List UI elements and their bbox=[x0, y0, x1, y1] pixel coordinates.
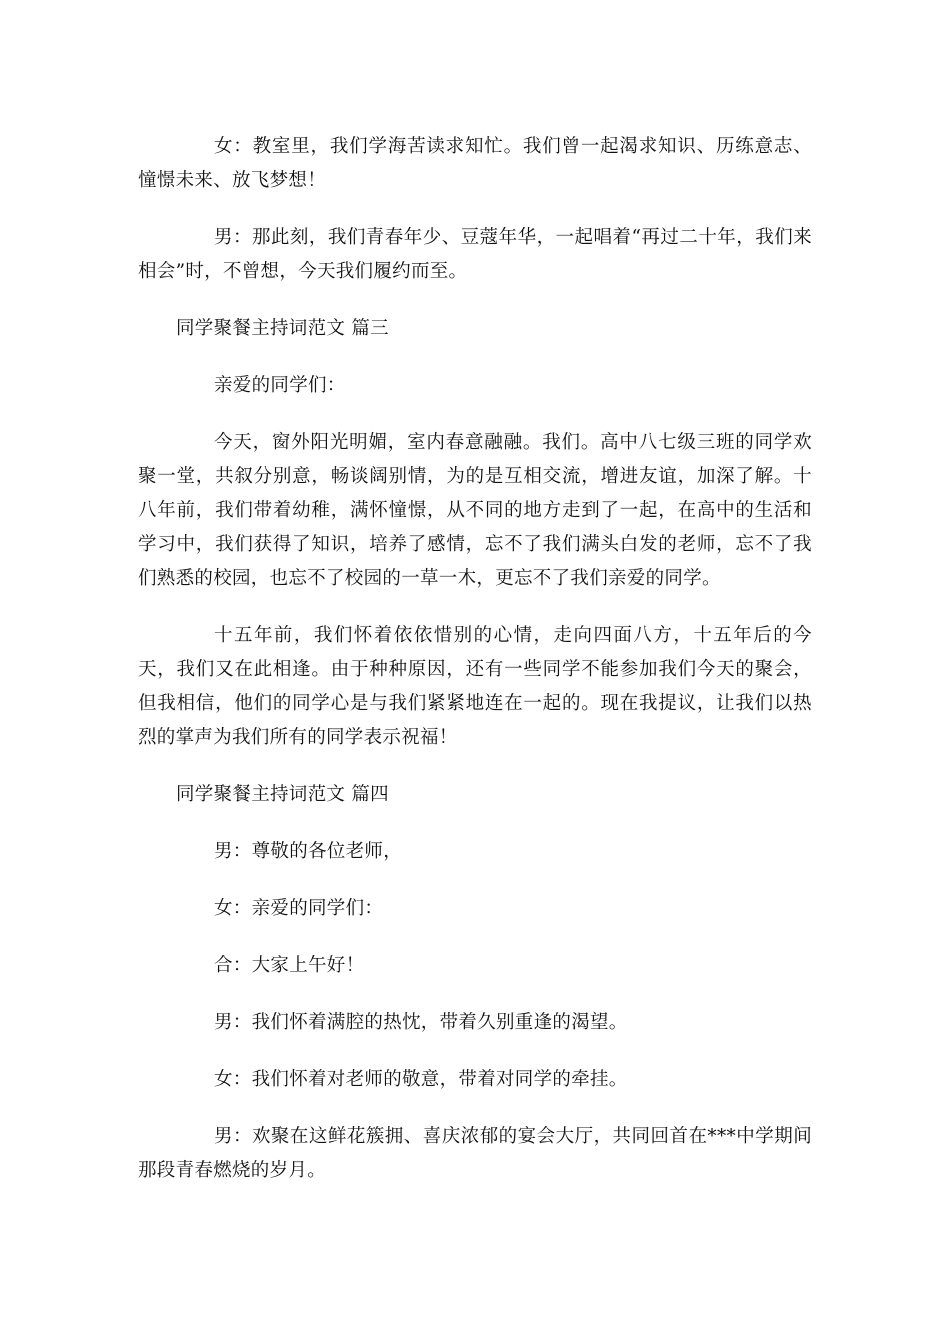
paragraph-fifteen-years: 十五年前，我们怀着依依惜别的心情，走向四面八方，十五年后的今天，我们又在此相逢。由于种种原因，还有一些同学不能参加我们今天的聚会，但我相信，他们的同学心是与我们紧紧地连在一起的。现在我提议，让我们以热烈的掌声为我们所有的同学表示祝福！ bbox=[138, 625, 812, 748]
paragraph-male-enthusiasm: 男：我们怀着满腔的热忱，带着久别重逢的渴望。 bbox=[214, 1012, 628, 1033]
section-heading-part-three: 同学聚餐主持词范文 篇三 bbox=[176, 318, 389, 339]
paragraph-male-youth: 男：那此刻，我们青春年少、豆蔻年华，一起唱着“再过二十年，我们来相会”时，不曾想，今天我们履约而至。 bbox=[138, 227, 812, 282]
paragraph-male-teachers: 男：尊敬的各位老师， bbox=[214, 841, 403, 862]
paragraph-female-classroom: 女：教室里，我们学海苦读求知忙。我们曾一起渴求知识、历练意志、憧憬未来、放飞梦想！ bbox=[138, 136, 812, 191]
paragraph-greeting-classmates: 亲爱的同学们： bbox=[214, 375, 346, 396]
section-heading-part-four: 同学聚餐主持词范文 篇四 bbox=[176, 784, 389, 805]
paragraph-together-good-morning: 合：大家上午好！ bbox=[214, 955, 365, 976]
paragraph-female-classmates: 女：亲爱的同学们： bbox=[214, 898, 384, 919]
paragraph-female-respect: 女：我们怀着对老师的敬意，带着对同学的牵挂。 bbox=[214, 1069, 628, 1090]
paragraph-male-banquet: 男：欢聚在这鲜花簇拥、喜庆浓郁的宴会大厅，共同回首在***中学期间那段青春燃烧的岁月。 bbox=[138, 1126, 812, 1181]
paragraph-today-gathering: 今天，窗外阳光明媚，室内春意融融。我们。高中八七级三班的同学欢聚一堂，共叙分别意，畅谈阔别情，为的是互相交流，增进友谊，加深了解。十八年前，我们带着幼稚，满怀憧憬，从不同的地方走到了一起，在高中的生活和学习中，我们获得了知识，培养了感情，忘不了我们满头白发的老师，忘不了我们熟悉的校园，也忘不了校园的一草一木，更忘不了我们亲爱的同学。 bbox=[138, 432, 812, 589]
